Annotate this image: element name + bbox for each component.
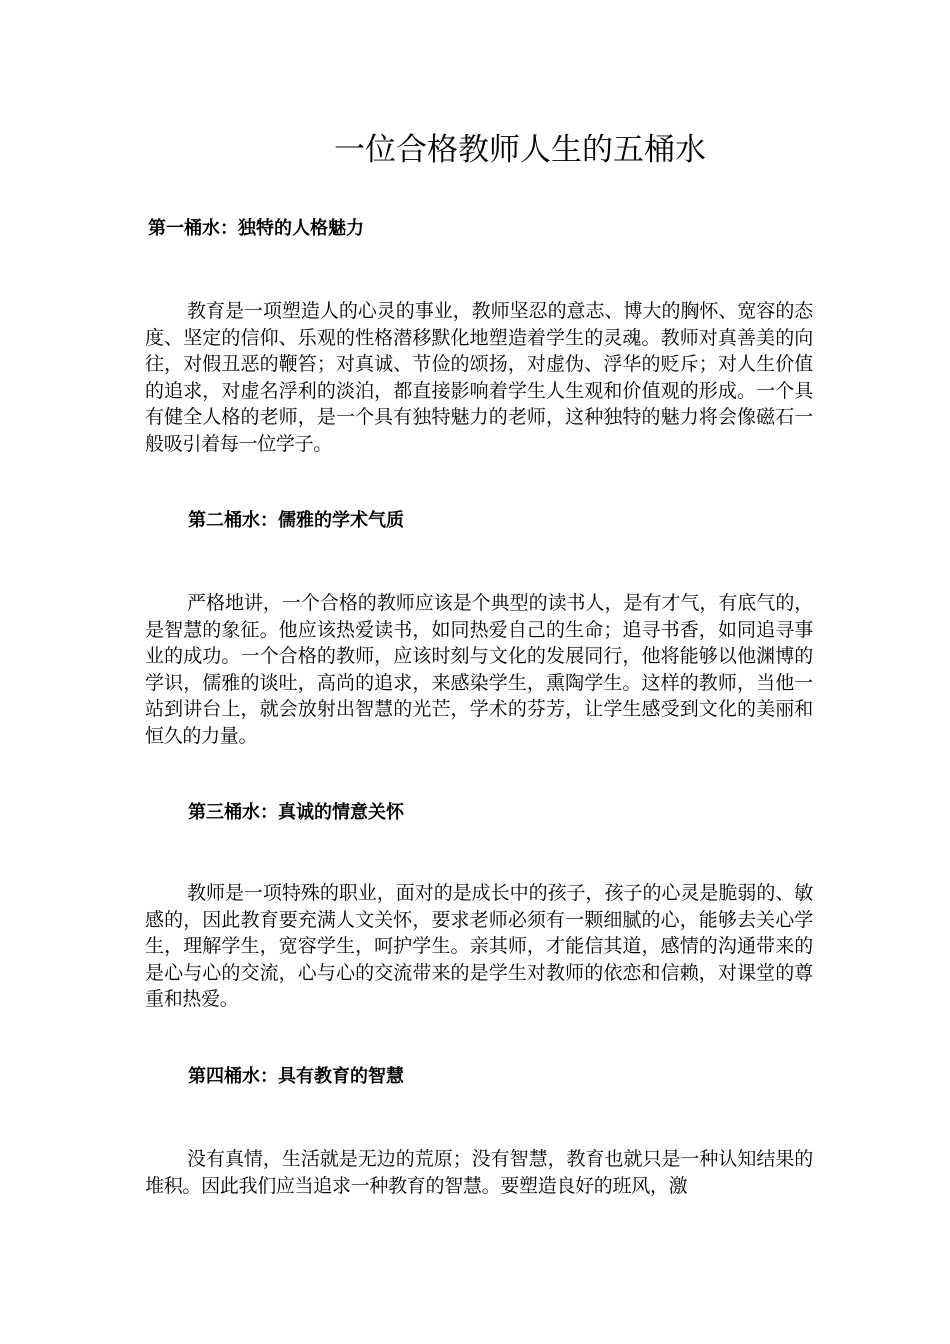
section-body-3: 教师是一项特殊的职业，面对的是成长中的孩子，孩子的心灵是脆弱的、敏感的，因此教育要充满人文关怀，要求老师必须有一颗细腻的心，能够去关心学生，理解学生，宽容学生，呵护学生。亲其师，才能信其道，感情的沟通带来的是心与心的交流，心与心的交流带来的是学生对教师的依恋和信赖，对课堂的尊重和热爱。 (145, 882, 813, 1010)
section-heading-2: 第二桶水：儒雅的学术气质 (188, 510, 404, 531)
document-title: 一位合格教师人生的五桶水 (334, 132, 706, 168)
section-heading-4: 第四桶水：具有教育的智慧 (188, 1066, 404, 1087)
section-heading-3: 第三桶水：真诚的情意关怀 (188, 802, 404, 823)
section-body-4: 没有真情，生活就是无边的荒原；没有智慧，教育也就只是一种认知结果的堆积。因此我们应当追求一种教育的智慧。要塑造良好的班风，激 (145, 1148, 813, 1197)
section-body-1: 教育是一项塑造人的心灵的事业，教师坚忍的意志、博大的胸怀、宽容的态度、坚定的信仰、乐观的性格潜移默化地塑造着学生的灵魂。教师对真善美的向往，对假丑恶的鞭笞；对真诚、节俭的颂扬，对虚伪、浮华的贬斥；对人生价值的追求，对虚名浮利的淡泊，都直接影响着学生人生观和价值观的形成。一个具有健全人格的老师，是一个具有独特魅力的老师，这种独特的魅力将会像磁石一般吸引着每一位学子。 (145, 300, 813, 455)
section-heading-1: 第一桶水：独特的人格魅力 (148, 218, 364, 239)
section-body-2: 严格地讲，一个合格的教师应该是个典型的读书人，是有才气，有底气的，是智慧的象征。他应该热爱读书，如同热爱自己的生命；追寻书香，如同追寻事业的成功。一个合格的教师，应该时刻与文化的发展同行，他将能够以他渊博的学识，儒雅的谈吐，高尚的追求，来感染学生，熏陶学生。这样的教师，当他一站到讲台上，就会放射出智慧的光芒，学术的芬芳，让学生感受到文化的美丽和恒久的力量。 (145, 592, 813, 747)
